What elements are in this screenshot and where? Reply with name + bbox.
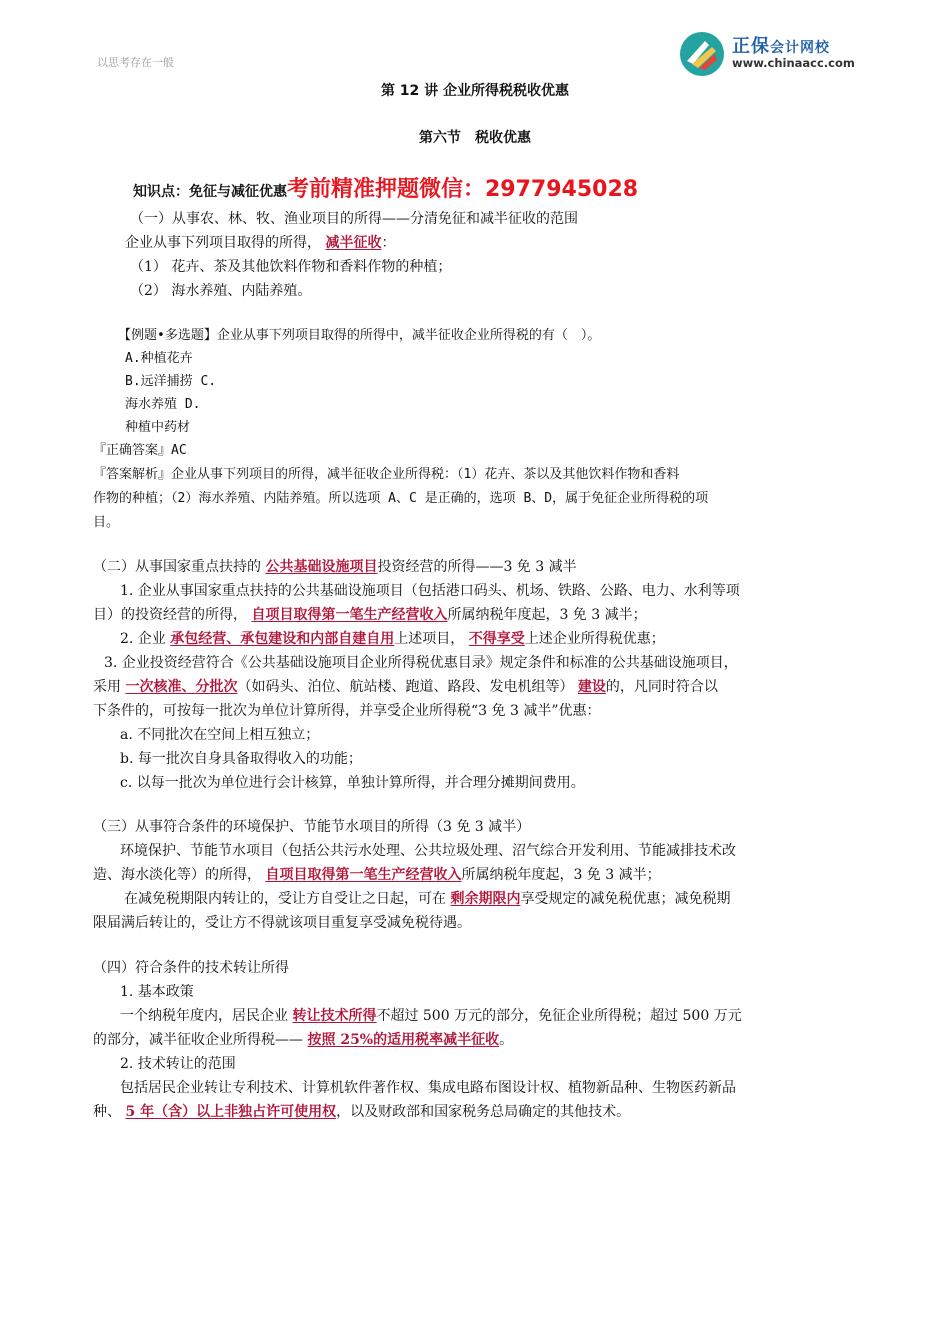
s3-heading: （三）从事符合条件的环境保护、节能节水项目的所得（3 免 3 减半） bbox=[93, 819, 531, 835]
highlight-term: 建设 bbox=[577, 679, 606, 695]
logo-brand: 正保 bbox=[732, 36, 770, 57]
logo-school: 会计网校 bbox=[770, 40, 830, 56]
logo-emblem-icon bbox=[678, 30, 726, 78]
example-option: 海水养殖 D. bbox=[125, 397, 201, 412]
example-analysis: 目。 bbox=[93, 515, 120, 530]
logo-url: www.chinaacc.com bbox=[732, 56, 855, 70]
s1-intro: 企业从事下列项目取得的所得， 减半征收： bbox=[125, 235, 396, 251]
s4-heading: （四）符合条件的技术转让所得 bbox=[93, 960, 289, 976]
highlight-term: 自项目取得第一笔生产经营收入 bbox=[265, 867, 462, 883]
s4-paragraph: 的部分，减半征收企业所得税—— 按照 25%的适用税率减半征收。 bbox=[93, 1032, 514, 1048]
example-analysis: 作物的种植；（2）海水养殖、内陆养殖。所以选项 A、C 是正确的，选项 B、D，属于免征企业所得税的项 bbox=[93, 491, 709, 506]
s2-condition: c. 以每一批次为单位进行会计核算，单独计算所得，并合理分摊期间费用。 bbox=[120, 775, 585, 791]
s2-paragraph: 2. 企业 承包经营、承包建设和内部自建自用上述项目， 不得享受上述企业所得税优惠； bbox=[120, 631, 665, 647]
highlight-term: 按照 25%的适用税率减半征收 bbox=[307, 1032, 500, 1048]
promo-banner: 考前精准押题微信：2977945028 bbox=[287, 177, 639, 202]
s4-subheading: 2. 技术转让的范围 bbox=[120, 1056, 236, 1072]
s2-paragraph: 1. 企业从事国家重点扶持的公共基础设施项目（包括港口码头、机场、铁路、公路、电力、水利等项 bbox=[120, 583, 740, 599]
s4-paragraph: 包括居民企业转让专利技术、计算机软件著作权、集成电路布图设计权、植物新品种、生物医药新品 bbox=[120, 1080, 736, 1096]
s1-heading: （一）从事农、林、牧、渔业项目的所得——分清免征和减半征收的范围 bbox=[130, 211, 578, 227]
s2-paragraph: 下条件的，可按每一批次为单位计算所得，并享受企业所得税“3 免 3 减半”优惠： bbox=[93, 703, 601, 719]
example-question: 【例题•多选题】企业从事下列项目取得的所得中，减半征收企业所得税的有（ ）。 bbox=[118, 328, 601, 343]
example-option: A.种植花卉 bbox=[125, 351, 193, 366]
s1-item: （2） 海水养殖、内陆养殖。 bbox=[130, 283, 312, 299]
highlight-term: 不得享受 bbox=[468, 631, 525, 647]
s2-paragraph: 3. 企业投资经营符合《公共基础设施项目企业所得税优惠目录》规定条件和标准的公共基础设施项目， bbox=[104, 655, 738, 671]
knowledge-point-line bbox=[133, 176, 638, 206]
highlight-term: 减半征收 bbox=[325, 235, 382, 251]
section-title: 第六节 税收优惠 bbox=[419, 130, 531, 146]
highlight-term: 转让技术所得 bbox=[292, 1008, 377, 1024]
s2-condition: a. 不同批次在空间上相互独立； bbox=[120, 727, 320, 743]
s3-paragraph: 限届满后转让的，受让方不得就该项目重复享受减免税待遇。 bbox=[93, 915, 471, 931]
s3-paragraph: 造、海水淡化等）的所得， 自项目取得第一笔生产经营收入所属纳税年度起，3 免 3 减半； bbox=[93, 867, 661, 883]
highlight-term: 5 年（含）以上非独占许可使用权 bbox=[125, 1104, 337, 1120]
highlight-term: 自项目取得第一笔生产经营收入 bbox=[251, 607, 448, 623]
header-corner-mark: 以思考存在一般 bbox=[97, 56, 174, 69]
example-option: 种植中药材 bbox=[125, 420, 191, 435]
s4-subheading: 1. 基本政策 bbox=[120, 984, 194, 1000]
highlight-term: 公共基础设施项目 bbox=[265, 559, 378, 575]
s4-paragraph: 一个纳税年度内，居民企业 转让技术所得不超过 500 万元的部分，免征企业所得税；超过 500 万元 bbox=[120, 1008, 742, 1024]
s3-paragraph: 在减免税期限内转让的，受让方自受让之日起，可在 剩余期限内享受规定的减免税优惠；减免税期 bbox=[124, 891, 731, 907]
highlight-term: 一次核准、分批次 bbox=[125, 679, 238, 695]
s3-paragraph: 环境保护、节能节水项目（包括公共污水处理、公共垃圾处理、沼气综合开发利用、节能减排技术改 bbox=[120, 843, 736, 859]
highlight-term: 承包经营、承包建设和内部自建自用 bbox=[170, 631, 395, 647]
s4-paragraph: 种、 5 年（含）以上非独占许可使用权，以及财政部和国家税务总局确定的其他技术。 bbox=[93, 1104, 631, 1120]
s2-heading: （二）从事国家重点扶持的 公共基础设施项目投资经营的所得——3 免 3 减半 bbox=[93, 559, 577, 575]
s2-paragraph: 采用 一次核准、分批次（如码头、泊位、航站楼、跑道、路段、发电机组等） 建设的，凡同时符合以 bbox=[93, 679, 718, 695]
lecture-title: 第 12 讲 企业所得税税收优惠 bbox=[380, 83, 570, 99]
example-answer: 『正确答案』AC bbox=[93, 443, 187, 458]
s2-condition: b. 每一批次自身具备取得收入的功能； bbox=[120, 751, 362, 767]
s2-paragraph: 目）的投资经营的所得， 自项目取得第一笔生产经营收入所属纳税年度起，3 免 3 减半； bbox=[93, 607, 647, 623]
knowledge-point-label: 知识点：免征与减征优惠 bbox=[133, 184, 287, 200]
example-option: B.远洋捕捞 C. bbox=[125, 374, 217, 389]
chinaacc-logo[interactable] bbox=[678, 30, 878, 78]
example-analysis: 『答案解析』企业从事下列项目的所得，减半征收企业所得税：（1）花卉、茶以及其他饮料作物和香料 bbox=[93, 467, 680, 482]
s1-item: （1） 花卉、茶及其他饮料作物和香料作物的种植； bbox=[130, 259, 452, 275]
highlight-term: 剩余期限内 bbox=[450, 891, 521, 907]
